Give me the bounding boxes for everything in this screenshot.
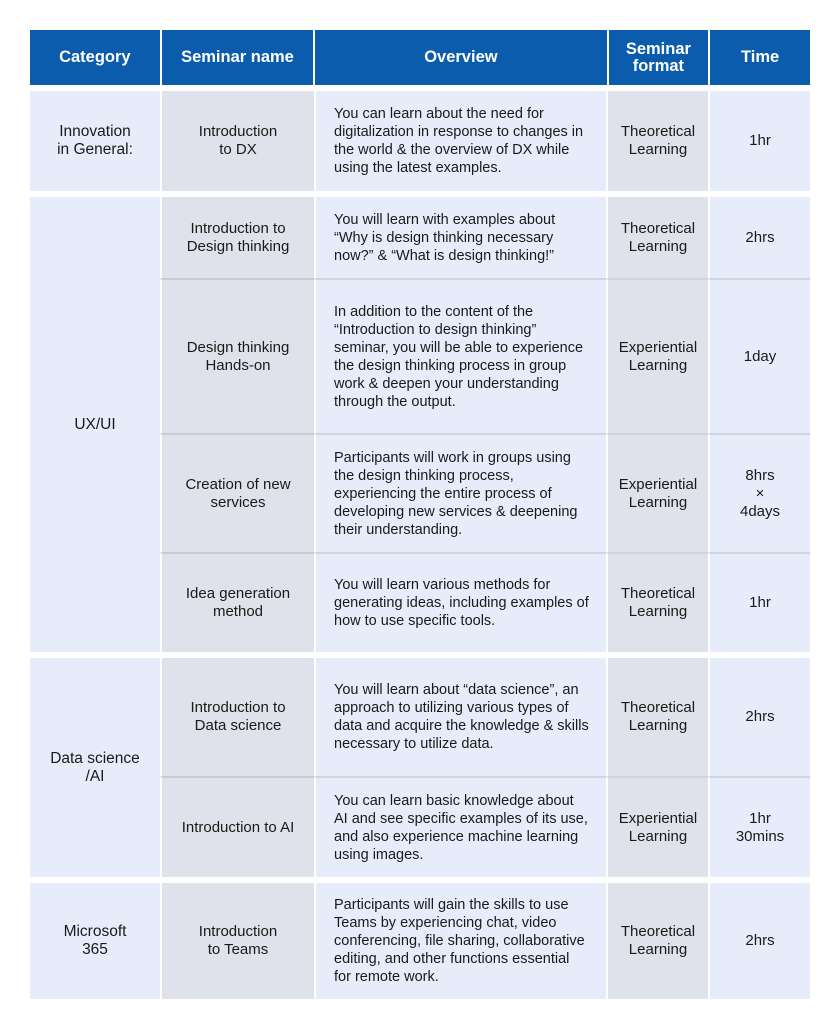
format-cell: Experiential Learning	[606, 433, 708, 552]
table-row	[160, 552, 810, 652]
group-microsoft-365	[30, 883, 810, 999]
category-cell: Innovation in General:	[30, 91, 160, 191]
time-cell: 1hr 30mins	[708, 776, 810, 877]
overview-cell: Participants will gain the skills to use Teams by experiencing chat, video conferencing, file sharing, collaborative editing, and other functions essential for remote work.	[314, 883, 606, 999]
table-row	[160, 658, 810, 776]
seminar-name-cell: Introduction to DX	[160, 91, 314, 191]
category-cell: Microsoft 365	[30, 883, 160, 999]
time-cell: 8hrs × 4days	[708, 433, 810, 552]
format-cell: Theoretical Learning	[606, 197, 708, 278]
header-seminar-format: Seminar format	[607, 30, 709, 85]
format-cell: Theoretical Learning	[606, 552, 708, 652]
format-cell: Theoretical Learning	[606, 91, 708, 191]
time-cell: 2hrs	[708, 658, 810, 776]
overview-cell: You will learn about “data science”, an approach to utilizing various types of data and acquire the knowledge & skills necessary to utilize data.	[314, 658, 606, 776]
time-cell: 1day	[708, 278, 810, 433]
group-innovation	[30, 91, 810, 191]
seminar-name-cell: Introduction to Design thinking	[160, 197, 314, 278]
table-row	[160, 278, 810, 433]
seminar-name-cell: Idea generation method	[160, 552, 314, 652]
format-cell: Theoretical Learning	[606, 658, 708, 776]
seminar-name-cell: Introduction to Teams	[160, 883, 314, 999]
overview-cell: In addition to the content of the “Introduction to design thinking” seminar, you will be able to experience the design thinking process in group work & deepen your understanding through the output.	[314, 278, 606, 433]
category-cell: UX/UI	[30, 197, 160, 652]
format-cell: Experiential Learning	[606, 776, 708, 877]
overview-cell: You will learn various methods for generating ideas, including examples of how to use specific tools.	[314, 552, 606, 652]
time-cell: 2hrs	[708, 197, 810, 278]
header-seminar-name: Seminar name	[160, 30, 314, 85]
overview-cell: Participants will work in groups using the design thinking process, experiencing the entire process of developing new services & deepening their understanding.	[314, 433, 606, 552]
overview-cell: You can learn about the need for digitalization in response to changes in the world & the overview of DX while using the latest examples.	[314, 91, 606, 191]
group-data-science	[30, 658, 810, 877]
table-row	[160, 91, 810, 191]
header-time: Time	[708, 30, 810, 85]
overview-cell: You can learn basic knowledge about AI and see specific examples of its use, and also experience machine learning using images.	[314, 776, 606, 877]
seminar-name-cell: Introduction to Data science	[160, 658, 314, 776]
format-cell: Experiential Learning	[606, 278, 708, 433]
time-cell: 1hr	[708, 91, 810, 191]
table-row	[160, 883, 810, 999]
seminar-table	[30, 30, 810, 999]
header-row	[30, 30, 810, 85]
table-row	[160, 433, 810, 552]
table-row	[160, 776, 810, 877]
seminar-name-cell: Introduction to AI	[160, 776, 314, 877]
seminar-name-cell: Creation of new services	[160, 433, 314, 552]
category-cell: Data science /AI	[30, 658, 160, 877]
header-category: Category	[30, 30, 160, 85]
seminar-name-cell: Design thinking Hands-on	[160, 278, 314, 433]
format-cell: Theoretical Learning	[606, 883, 708, 999]
time-cell: 2hrs	[708, 883, 810, 999]
header-overview: Overview	[313, 30, 606, 85]
overview-cell: You will learn with examples about “Why is design thinking necessary now?” & “What is design thinking!”	[314, 197, 606, 278]
time-cell: 1hr	[708, 552, 810, 652]
table-row	[160, 197, 810, 278]
group-ux-ui	[30, 197, 810, 652]
